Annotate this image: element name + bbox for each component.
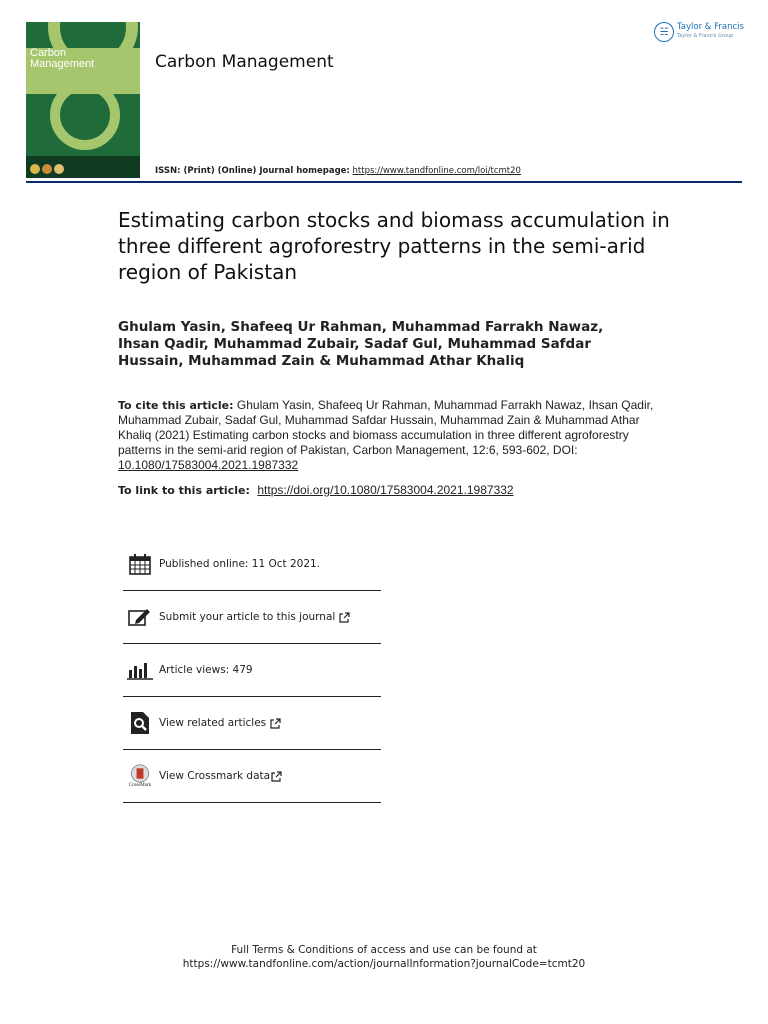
terms-line: Full Terms & Conditions of access and use can be found at	[231, 944, 537, 956]
article-info-list	[123, 538, 381, 803]
journal-cover-image	[26, 22, 140, 178]
publisher-name: Taylor & Francis	[677, 22, 744, 32]
cover-title: Carbon Management	[30, 47, 95, 70]
article-link-line	[118, 483, 514, 497]
issn-line: ISSN: (Print) (Online) Journal homepage: https://www.tandfonline.com/loi/tcmt20	[155, 166, 521, 176]
search-document-icon	[127, 711, 153, 735]
article-title: Estimating carbon stocks and biomass accumulation in three different agroforestry patterns in the semi-arid region of Pakistan	[118, 208, 670, 284]
published-online-row	[123, 538, 381, 591]
publisher-group: Taylor & Francis Group	[677, 33, 734, 39]
publisher-logo[interactable]	[654, 22, 744, 42]
submit-article-row[interactable]	[123, 591, 381, 644]
terms-url[interactable]: https://www.tandfonline.com/action/journalInformation?journalCode=tcmt20	[182, 958, 586, 970]
crossmark-icon	[127, 764, 153, 788]
crossmark-row[interactable]	[123, 750, 381, 803]
article-views-label: Article views: 479	[159, 664, 253, 676]
crossmark-label[interactable]: View Crossmark data	[159, 770, 271, 782]
calendar-icon	[127, 552, 153, 576]
article-doi-link[interactable]: https://doi.org/10.1080/17583004.2021.1987332	[257, 483, 514, 497]
header-divider	[26, 181, 742, 183]
edit-icon	[127, 605, 153, 629]
article-views-row	[123, 644, 381, 697]
citation-block	[118, 398, 658, 473]
cite-text: Ghulam Yasin, Shafeeq Ur Rahman, Muhammad Farrakh Nawaz, Ihsan Qadir, Muhammad Zubair, Sadaf Gul, Muhammad Safdar Hussain, Muhammad Zain & Muhammad Athar Khaliq (2021) Estimating carbon stocks and biomass accumulation in three different agroforestry patterns in the semi-arid region of Pakistan, Carbon Management, 12:6, 593-602, DOI:	[118, 398, 654, 457]
link-label: To link to this article:	[118, 484, 250, 497]
terms-footer	[0, 943, 768, 971]
related-articles-row[interactable]	[123, 697, 381, 750]
published-online-label: Published online: 11 Oct 2021.	[159, 558, 321, 570]
bar-chart-icon	[127, 658, 153, 682]
journal-name: Carbon Management	[155, 52, 334, 72]
external-link-icon	[271, 767, 282, 786]
journal-homepage-link[interactable]: https://www.tandfonline.com/loi/tcmt20	[352, 166, 521, 176]
external-link-icon	[339, 608, 350, 627]
related-articles-label[interactable]: View related articles	[159, 717, 267, 729]
article-authors: Ghulam Yasin, Shafeeq Ur Rahman, Muhammad Farrakh Nawaz, Ihsan Qadir, Muhammad Zubair, Sadaf Gul, Muhammad Safdar Hussain, Muhammad Zain & Muhammad Athar Khaliq	[118, 319, 604, 369]
crossmark-caption: CrossMark	[128, 783, 152, 788]
publisher-logo-icon: ☵	[654, 22, 674, 42]
external-link-icon	[270, 714, 281, 733]
cite-doi-link[interactable]: 10.1080/17583004.2021.1987332	[118, 458, 299, 472]
submit-article-label[interactable]: Submit your article to this journal	[159, 611, 336, 623]
cite-label: To cite this article:	[118, 399, 234, 412]
